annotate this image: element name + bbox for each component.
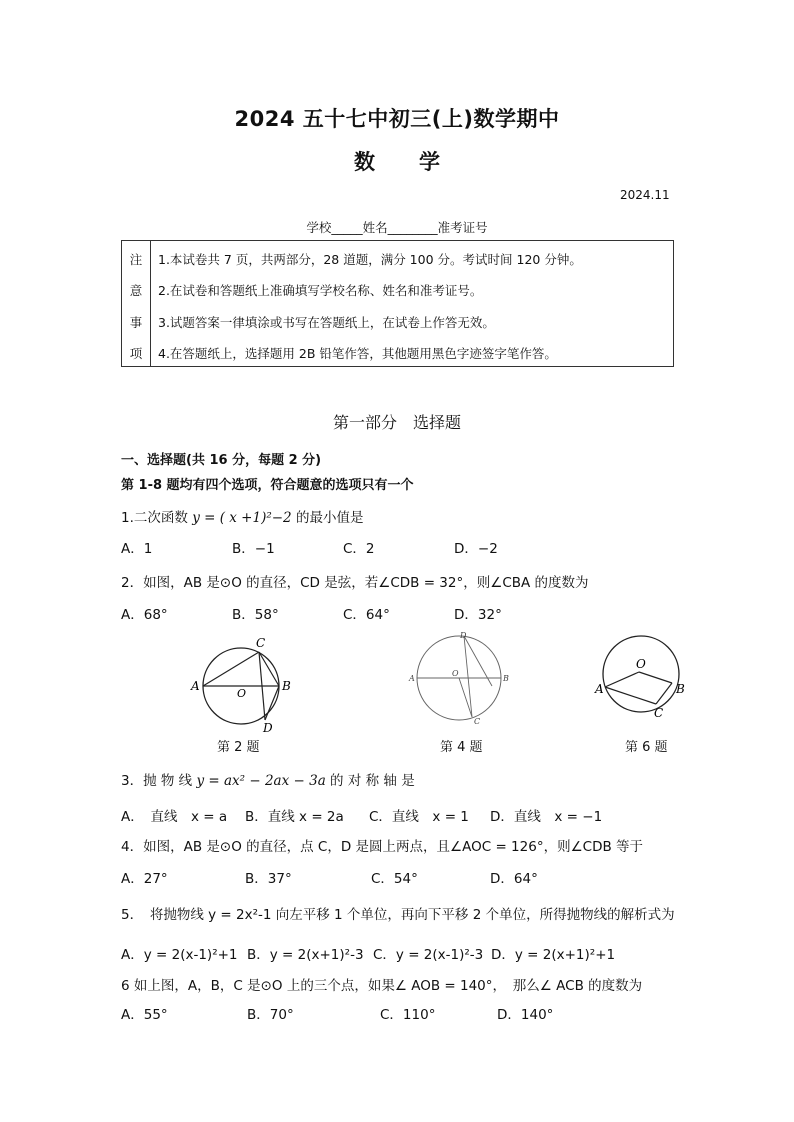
- q3-option-d: D．直线 x = −1: [490, 809, 603, 825]
- fig2-label-d: D: [263, 721, 273, 734]
- q4-option-b: B．37°: [245, 871, 292, 887]
- fig4-label-o: O: [452, 669, 459, 678]
- q6-option-a: A．55°: [121, 1007, 168, 1023]
- question-6: 6 如上图，A，B，C 是⊙O 上的三个点，如果∠ AOB = 140°， 那么∠ ACB 的度数为: [121, 978, 643, 994]
- q2-option-a: A．68°: [121, 607, 168, 623]
- q3-option-a: A． 直线 x = a: [121, 809, 228, 825]
- subject-title: 数学: [354, 150, 484, 174]
- q5-option-b: B．y = 2(x+1)²-3: [247, 947, 364, 963]
- figure-4: [404, 628, 514, 726]
- fig6-chord-ac: [605, 687, 656, 704]
- notice-side-char: 意: [129, 283, 143, 298]
- fig2-chord-ac: [203, 652, 259, 686]
- q4-option-a: A．27°: [121, 871, 168, 887]
- q3-option-b: B．直线 x = 2a: [245, 809, 344, 825]
- notice-line: 2.在试卷和答题纸上准确填写学校名称、姓名和准考证号。: [158, 283, 483, 298]
- exam-date: 2024.11: [620, 188, 670, 202]
- fig6-chord-cb: [656, 683, 672, 704]
- q2-option-c: C．64°: [343, 607, 390, 623]
- figure-2: [185, 632, 300, 734]
- notice-line: 4.在答题纸上，选择题用 2B 铅笔作答，其他题用黑色字迹签字笔作答。: [158, 346, 557, 361]
- fig4-label-c: C: [474, 717, 481, 726]
- fig6-caption: 第 6 题: [625, 740, 668, 755]
- fig4-label-b: B: [503, 674, 509, 683]
- question-2: 2．如图，AB 是⊙O 的直径，CD 是弦，若∠CDB = 32°，则∠CBA 的度数为: [121, 575, 589, 591]
- q5-option-c: C．y = 2(x-1)²-3: [373, 947, 484, 963]
- q3-stem-post: 的 对 称 轴 是: [330, 773, 415, 789]
- notice-side-char: 项: [129, 346, 143, 361]
- fig4-caption: 第 4 题: [440, 740, 483, 755]
- fig6-label-c: C: [654, 706, 664, 720]
- notice-side-char: 事: [129, 315, 143, 330]
- q1-option-c: C．2: [343, 541, 375, 557]
- exam-title: 2024 五十七中初三(上)数学期中: [234, 107, 560, 131]
- q2-option-b: B．58°: [232, 607, 279, 623]
- q1-stem-pre: 1.二次函数: [121, 510, 188, 526]
- fig2-caption: 第 2 题: [217, 740, 260, 755]
- notice-box: [121, 240, 674, 367]
- fig6-radius-ob: [639, 672, 672, 683]
- notice-side-label: [122, 241, 151, 366]
- fig2-label-b: B: [282, 679, 291, 693]
- q5-option-a: A．y = 2(x-1)²+1: [121, 947, 238, 963]
- q2-option-d: D．32°: [454, 607, 502, 623]
- q1-formula: y = ( x +1)²−2: [192, 510, 292, 526]
- q3-stem-pre: 3．抛 物 线: [121, 773, 193, 789]
- q6-option-b: B．70°: [247, 1007, 294, 1023]
- notice-line: 1.本试卷共 7 页，共两部分，28 道题，满分 100 分。考试时间 120 分钟。: [158, 252, 582, 267]
- fig6-label-a: A: [595, 682, 604, 696]
- q4-option-d: D．64°: [490, 871, 538, 887]
- fig2-label-o: O: [237, 687, 247, 700]
- fig6-radius-oa: [605, 672, 639, 687]
- figure-6: [594, 632, 694, 722]
- q6-option-c: C．110°: [380, 1007, 436, 1023]
- fig6-label-b: B: [676, 682, 685, 696]
- q1-stem-post: 的最小值是: [295, 510, 364, 526]
- fig4-label-a: A: [409, 674, 415, 683]
- section-title: 第一部分 选择题: [332, 413, 461, 432]
- question-1: [121, 506, 363, 526]
- fig2-chord-db: [265, 686, 279, 720]
- fig6-label-o: O: [636, 657, 646, 671]
- q3-option-c: C．直线 x = 1: [369, 809, 469, 825]
- instruction: 第 1-8 题均有四个选项，符合题意的选项只有一个: [121, 478, 414, 493]
- notice-line: 3.试题答案一律填涂或书写在答题纸上，在试卷上作答无效。: [158, 315, 495, 330]
- q3-formula: y = ax² − 2ax − 3a: [196, 773, 326, 789]
- q4-option-c: C．54°: [371, 871, 418, 887]
- q5-option-d: D．y = 2(x+1)²+1: [491, 947, 616, 963]
- student-info-line: 学校_____姓名________准考证号: [306, 220, 488, 235]
- q6-option-d: D．140°: [497, 1007, 554, 1023]
- q1-option-b: B．−1: [232, 541, 275, 557]
- part-heading: 一、选择题(共 16 分，每题 2 分): [121, 453, 322, 468]
- fig6-circle: [603, 636, 679, 712]
- question-4: 4．如图，AB 是⊙O 的直径，点 C，D 是圆上两点，且∠AOC = 126°，则∠CDB 等于: [121, 839, 644, 855]
- question-3: [121, 769, 415, 789]
- question-5: 5． 将抛物线 y = 2x²-1 向左平移 1 个单位，再向下平移 2 个单位，所得抛物线的解析式为: [121, 907, 675, 923]
- fig4-label-d: D: [460, 631, 467, 640]
- q1-option-a: A．1: [121, 541, 153, 557]
- fig2-label-a: A: [191, 679, 200, 693]
- fig2-label-c: C: [256, 636, 266, 650]
- notice-side-char: 注: [129, 252, 143, 267]
- q1-option-d: D．−2: [454, 541, 498, 557]
